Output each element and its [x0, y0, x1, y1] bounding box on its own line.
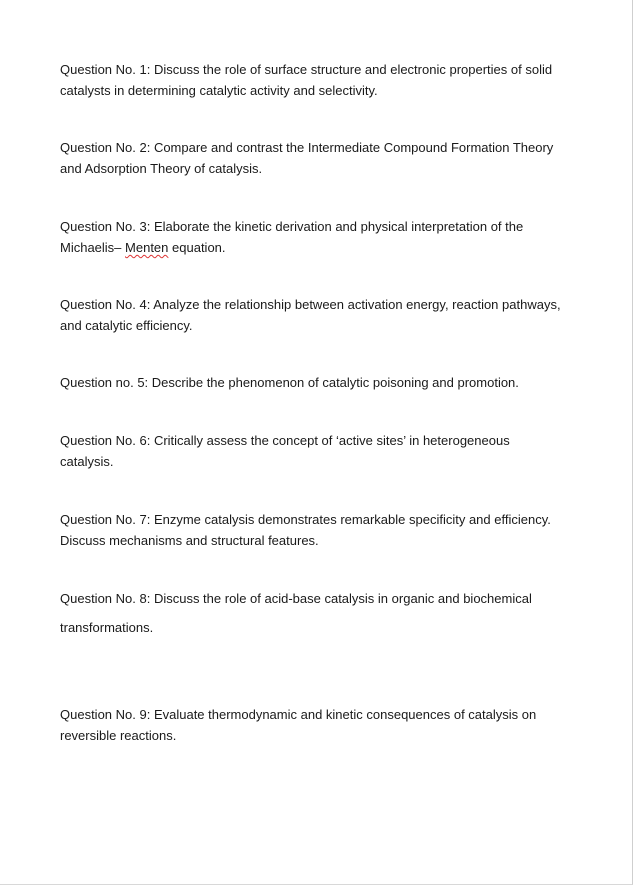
- question-6-line-2: catalysis.: [60, 454, 114, 469]
- question-8: [60, 588, 590, 638]
- spellcheck-flagged-word[interactable]: Menten: [125, 240, 169, 255]
- question-1-line-2: catalysts in determining catalytic activity and selectivity.: [60, 83, 378, 98]
- question-5: [60, 372, 590, 393]
- question-6: [60, 430, 590, 472]
- question-9-line-2: reversible reactions.: [60, 728, 177, 743]
- question-4: [60, 294, 590, 336]
- question-8-line-1: Question No. 8: Discuss the role of acid-base catalysis in organic and biochemical: [60, 591, 532, 606]
- question-2-line-1: Question No. 2: Compare and contrast the Intermediate Compound Formation Theory: [60, 140, 554, 155]
- question-2: [60, 137, 590, 179]
- question-2-line-2: and Adsorption Theory of catalysis.: [60, 161, 263, 176]
- question-7: [60, 509, 590, 551]
- question-3-line-2: [60, 237, 590, 258]
- question-3-line-2-prefix: Michaelis–: [60, 240, 126, 255]
- question-1: [60, 59, 590, 101]
- question-5-line-1: Question no. 5: Describe the phenomenon of catalytic poisoning and promotion.: [60, 375, 519, 390]
- question-7-line-2: Discuss mechanisms and structural features.: [60, 533, 319, 548]
- question-7-line-1: Question No. 7: Enzyme catalysis demonstrates remarkable specificity and efficiency.: [60, 512, 551, 527]
- question-4-line-2: and catalytic efficiency.: [60, 318, 193, 333]
- question-3: [60, 216, 590, 258]
- question-1-line-1: Question No. 1: Discuss the role of surface structure and electronic properties of solid: [60, 62, 553, 77]
- question-9: [60, 704, 590, 746]
- question-4-line-1: Question No. 4: Analyze the relationship between activation energy, reaction pathways,: [60, 297, 561, 312]
- question-8-line-2: transformations.: [60, 620, 154, 635]
- question-9-line-1: Question No. 9: Evaluate thermodynamic and kinetic consequences of catalysis on: [60, 707, 537, 722]
- question-6-line-1: Question No. 6: Critically assess the concept of ‘active sites’ in heterogeneous: [60, 433, 510, 448]
- question-3-line-1: Question No. 3: Elaborate the kinetic derivation and physical interpretation of the: [60, 219, 524, 234]
- question-3-line-2-suffix: equation.: [168, 240, 226, 255]
